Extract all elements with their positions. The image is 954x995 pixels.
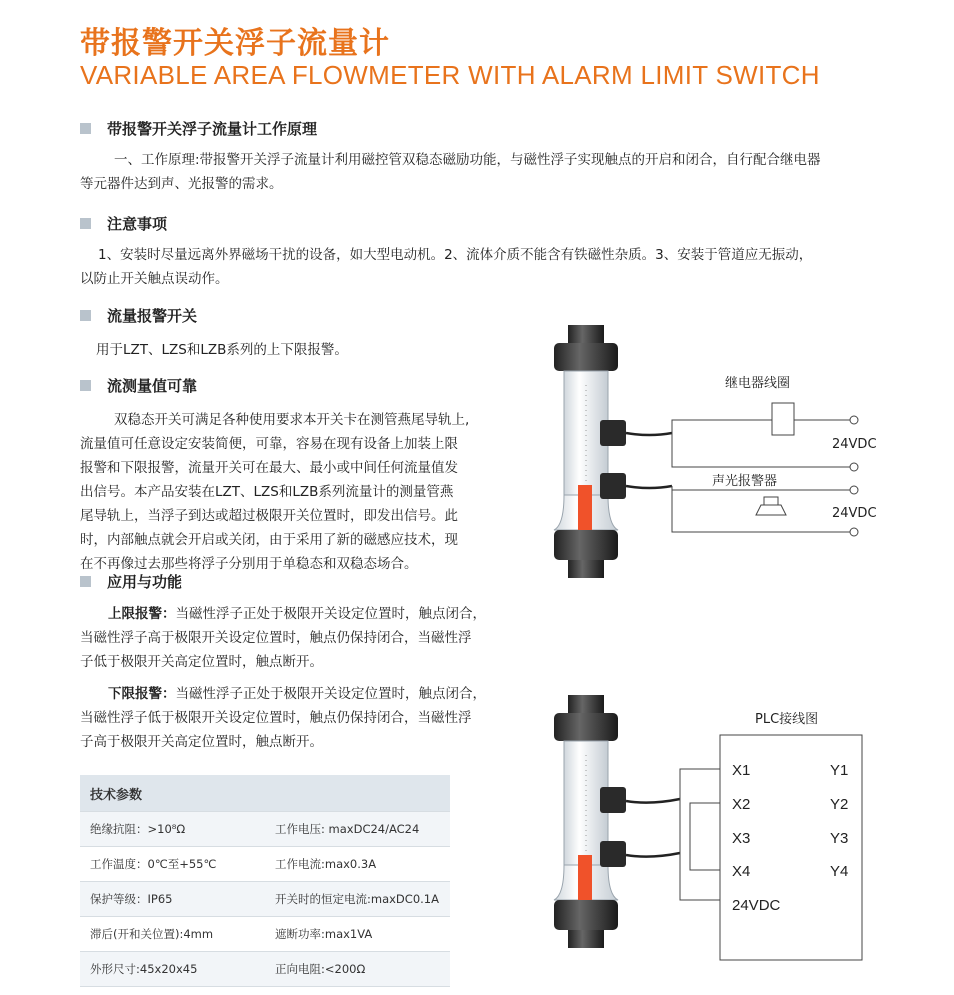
reliable-line: 时，内部触点就会开启或关闭，由于采用了新的磁感应技术，现 [80,532,458,548]
table-cell: 正向电阻:<200Ω [265,952,450,987]
plc-y1: Y1 [830,762,849,779]
principle-line-2: 等元器件达到声、光报警的需求。 [80,176,283,192]
plc-y2: Y2 [830,796,849,813]
table-cell: 工作电压: maxDC24/AC24 [265,812,450,847]
flowmeter-icon [554,325,626,578]
table-cell: 滞后(开和关位置):4mm [80,917,265,952]
upper-alarm-line: 当磁性浮子高于极限开关设定位置时，触点仍保持闭合，当磁性浮 [80,630,472,646]
reliable-line: 报警和下限报警，流量开关可在最大、最小或中间任何流量值发 [80,460,458,476]
plc-x3: X3 [732,830,751,847]
table-cell: 工作温度：0℃至+55℃ [80,847,265,882]
section-heading-application [80,571,182,592]
reliable-line: 流量值可任意设定安装简便，可靠，容易在现有设备上加装上限 [80,436,458,452]
table-cell: 工作电流:max0.3A [265,847,450,882]
table-row [80,952,450,987]
lower-alarm-line: 子高于极限开关高定位置时，触点断开。 [80,734,323,750]
table-row [80,847,450,882]
lower-alarm-label: 下限报警： [108,686,176,702]
plc-title: PLC接线图 [755,712,819,727]
alarm-label: 声光报警器 [712,474,778,489]
reliable-line: 尾导轨上，当浮子到达或超过极限开关位置时，即发出信号。此 [80,508,458,524]
table-row [80,812,450,847]
switch-text: 用于LZT、LZS和LZB系列的上下限报警。 [96,342,348,358]
notes-line-2: 以防止开关触点误动作。 [80,271,229,287]
section-heading-switch [80,305,197,326]
notes-line-1: 1、安装时尽量远离外界磁场干扰的设备，如大型电动机。2、流体介质不能含有铁磁性杂质。3、安装于管道应无振动， [98,247,813,263]
upper-alarm-text [80,602,520,674]
page-title-cn: 带报警开关浮子流量计 [80,26,390,61]
alarm-speaker-icon [756,497,786,515]
reliable-line: 在不再像过去那些将浮子分别用于单稳态和双稳态场合。 [80,556,418,572]
section-heading-notes [80,213,167,234]
upper-alarm-line: 子低于极限开关高定位置时，触点断开。 [80,654,323,670]
section-marker-icon [80,218,91,229]
section-marker-icon [80,576,91,587]
voltage-label-1: 24VDC [832,437,877,452]
upper-alarm-label: 上限报警： [108,606,176,622]
notes-text [80,243,812,291]
relay-coil-icon [772,403,794,435]
tech-spec-table [80,775,450,987]
plc-y3: Y3 [830,830,849,847]
table-cell: 遮断功率:max1VA [265,917,450,952]
section-marker-icon [80,310,91,321]
plc-wiring-diagram [540,695,870,985]
reliable-text [80,408,520,576]
section-marker-icon [80,380,91,391]
section-heading-reliable [80,375,197,396]
table-cell: 保护等级：IP65 [80,882,265,917]
alarm-wiring-diagram [540,325,880,585]
table-cell: 外形尺寸:45x20x45 [80,952,265,987]
heading-text: 带报警开关浮子流量计工作原理 [107,120,318,138]
heading-text: 流量报警开关 [107,307,198,325]
lower-alarm-text [80,682,520,754]
principle-text [80,148,821,196]
lower-alarm-line: 当磁性浮子正处于极限开关设定位置时，触点闭合， [175,686,486,702]
heading-text: 流测量值可靠 [107,377,198,395]
table-heading: 技术参数 [80,775,450,812]
plc-y4: Y4 [830,863,849,880]
table-row [80,917,450,952]
table-cell: 绝缘抗阻：>10⁸Ω [80,812,265,847]
section-marker-icon [80,123,91,134]
voltage-label-2: 24VDC [832,506,877,521]
page-title-en: VARIABLE AREA FLOWMETER WITH ALARM LIMIT SWITCH [80,60,820,90]
section-heading-principle [80,118,317,139]
heading-text: 注意事项 [107,215,168,233]
principle-line-1: 一、工作原理:带报警开关浮子流量计利用磁控管双稳态磁励功能，与磁性浮子实现触点的开启和闭合，自行配合继电器 [114,152,821,168]
relay-label: 继电器线圈 [725,376,791,391]
table-header-row [80,775,450,812]
reliable-line: 出信号。本产品安装在LZT、LZS和LZB系列流量计的测量管燕 [80,484,454,500]
plc-supply: 24VDC [732,897,781,914]
heading-text: 应用与功能 [107,573,183,591]
upper-alarm-line: 当磁性浮子正处于极限开关设定位置时，触点闭合， [175,606,486,622]
plc-x1: X1 [732,762,751,779]
lower-alarm-line: 当磁性浮子低于极限开关设定位置时，触点仍保持闭合，当磁性浮 [80,710,472,726]
reliable-line: 双稳态开关可满足各种使用要求本开关卡在测管燕尾导轨上, [114,412,470,428]
flowmeter-icon [554,695,626,948]
table-cell: 开关时的恒定电流:maxDC0.1A [265,882,450,917]
plc-x4: X4 [732,863,751,880]
plc-x2: X2 [732,796,751,813]
table-row [80,882,450,917]
